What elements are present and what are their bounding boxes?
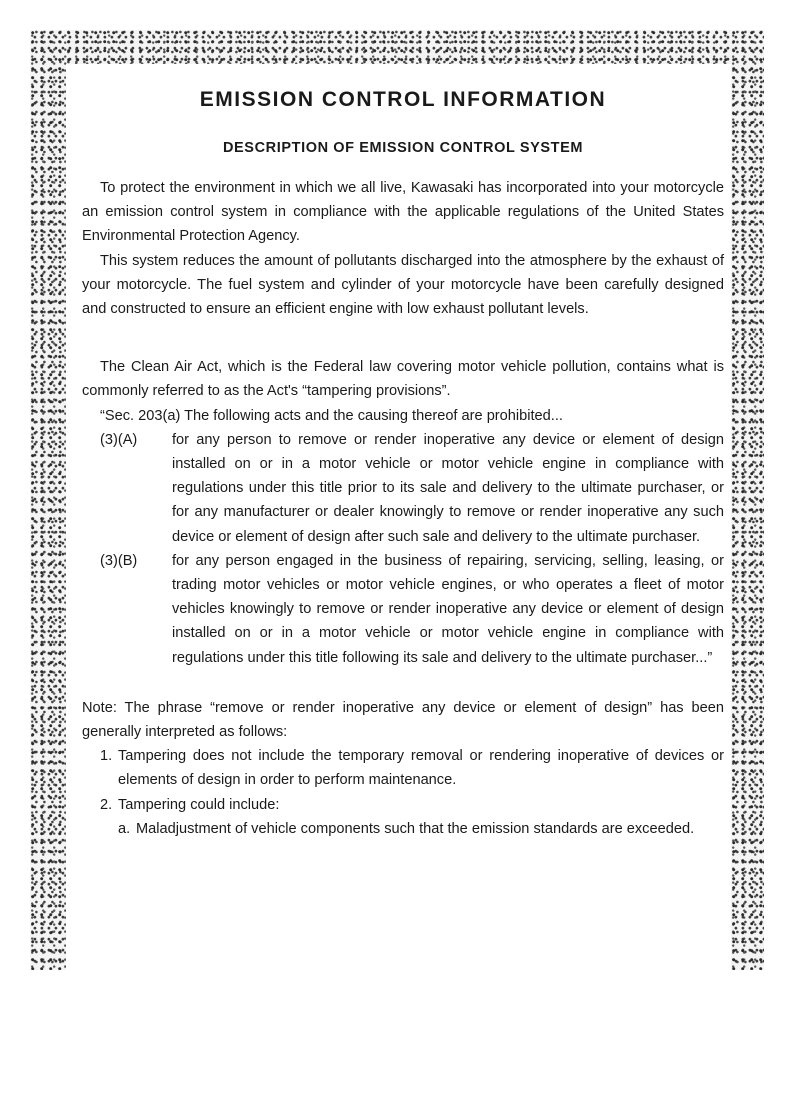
sub-item-a <box>82 817 724 841</box>
clause-3b <box>82 549 724 670</box>
list-text: Tampering does not include the temporary removal or rendering inoperative of devices or elements of design in order to perform maintenance. <box>118 748 724 789</box>
decorative-border-left <box>30 30 66 970</box>
clause-label: (3)(A) <box>100 431 138 448</box>
note-paragraph: Note: The phrase “remove or render inoperative any device or element of design” has been generally interpreted as follows: <box>82 699 724 741</box>
list-letter: a. <box>118 820 131 837</box>
clean-air-act-paragraph: The Clean Air Act, which is the Federal law covering motor vehicle pollution, contains what is commonly referred to as the Act's “tampering provisions”. <box>82 359 724 400</box>
note-item-1 <box>82 744 724 792</box>
section-subtitle: DESCRIPTION OF EMISSION CONTROL SYSTEM <box>222 140 584 156</box>
list-text: Maladjustment of vehicle components such that the emission standards are exceeded. <box>136 820 695 837</box>
intro-paragraph: To protect the environment in which we all live, Kawasaki has incorporated into your motorcycle an emission control system in compliance with the applicable regulations of the United States Environmental Protection Agency. <box>82 180 724 245</box>
decorative-border-top <box>30 30 764 64</box>
section-203-heading: “Sec. 203(a) The following acts and the causing thereof are prohibited... <box>100 407 563 424</box>
clause-text: for any person to remove or render inoperative any device or element of design installed on or in a motor vehicle or motor vehicle engine in compliance with regulations under this title prior to its sale and delivery to the ultimate purchaser, or for any manufacturer or dealer knowingly to remove or render inoperative any such device or element of design after such sale and delivery to the ultimate purchaser. <box>172 431 724 545</box>
decorative-border-right <box>731 30 764 970</box>
page-title: EMISSION CONTROL INFORMATION <box>199 88 607 111</box>
clause-label: (3)(B) <box>100 552 138 569</box>
note-item-2 <box>82 793 724 817</box>
clause-text: for any person engaged in the business of repairing, servicing, selling, leasing, or trading motor vehicles or motor vehicle engines, or who operates a fleet of motor vehicles knowingly to remove or render inoperative any device or element of design installed on or in a motor vehicle or motor vehicle engine in compliance with regulations under this title following its sale and delivery to the ultimate purchaser...” <box>172 552 724 666</box>
list-number: 1. <box>100 748 113 765</box>
list-number: 2. <box>100 796 113 813</box>
system-paragraph: This system reduces the amount of pollutants discharged into the atmosphere by the exhaust of your motorcycle. The fuel system and cylinder of your motorcycle have been carefully designed and constructed to ensure an efficient engine with low exhaust pollutant levels. <box>82 252 724 318</box>
list-text: Tampering could include: <box>118 796 280 813</box>
page-content <box>82 88 724 841</box>
clause-3a <box>82 428 724 549</box>
